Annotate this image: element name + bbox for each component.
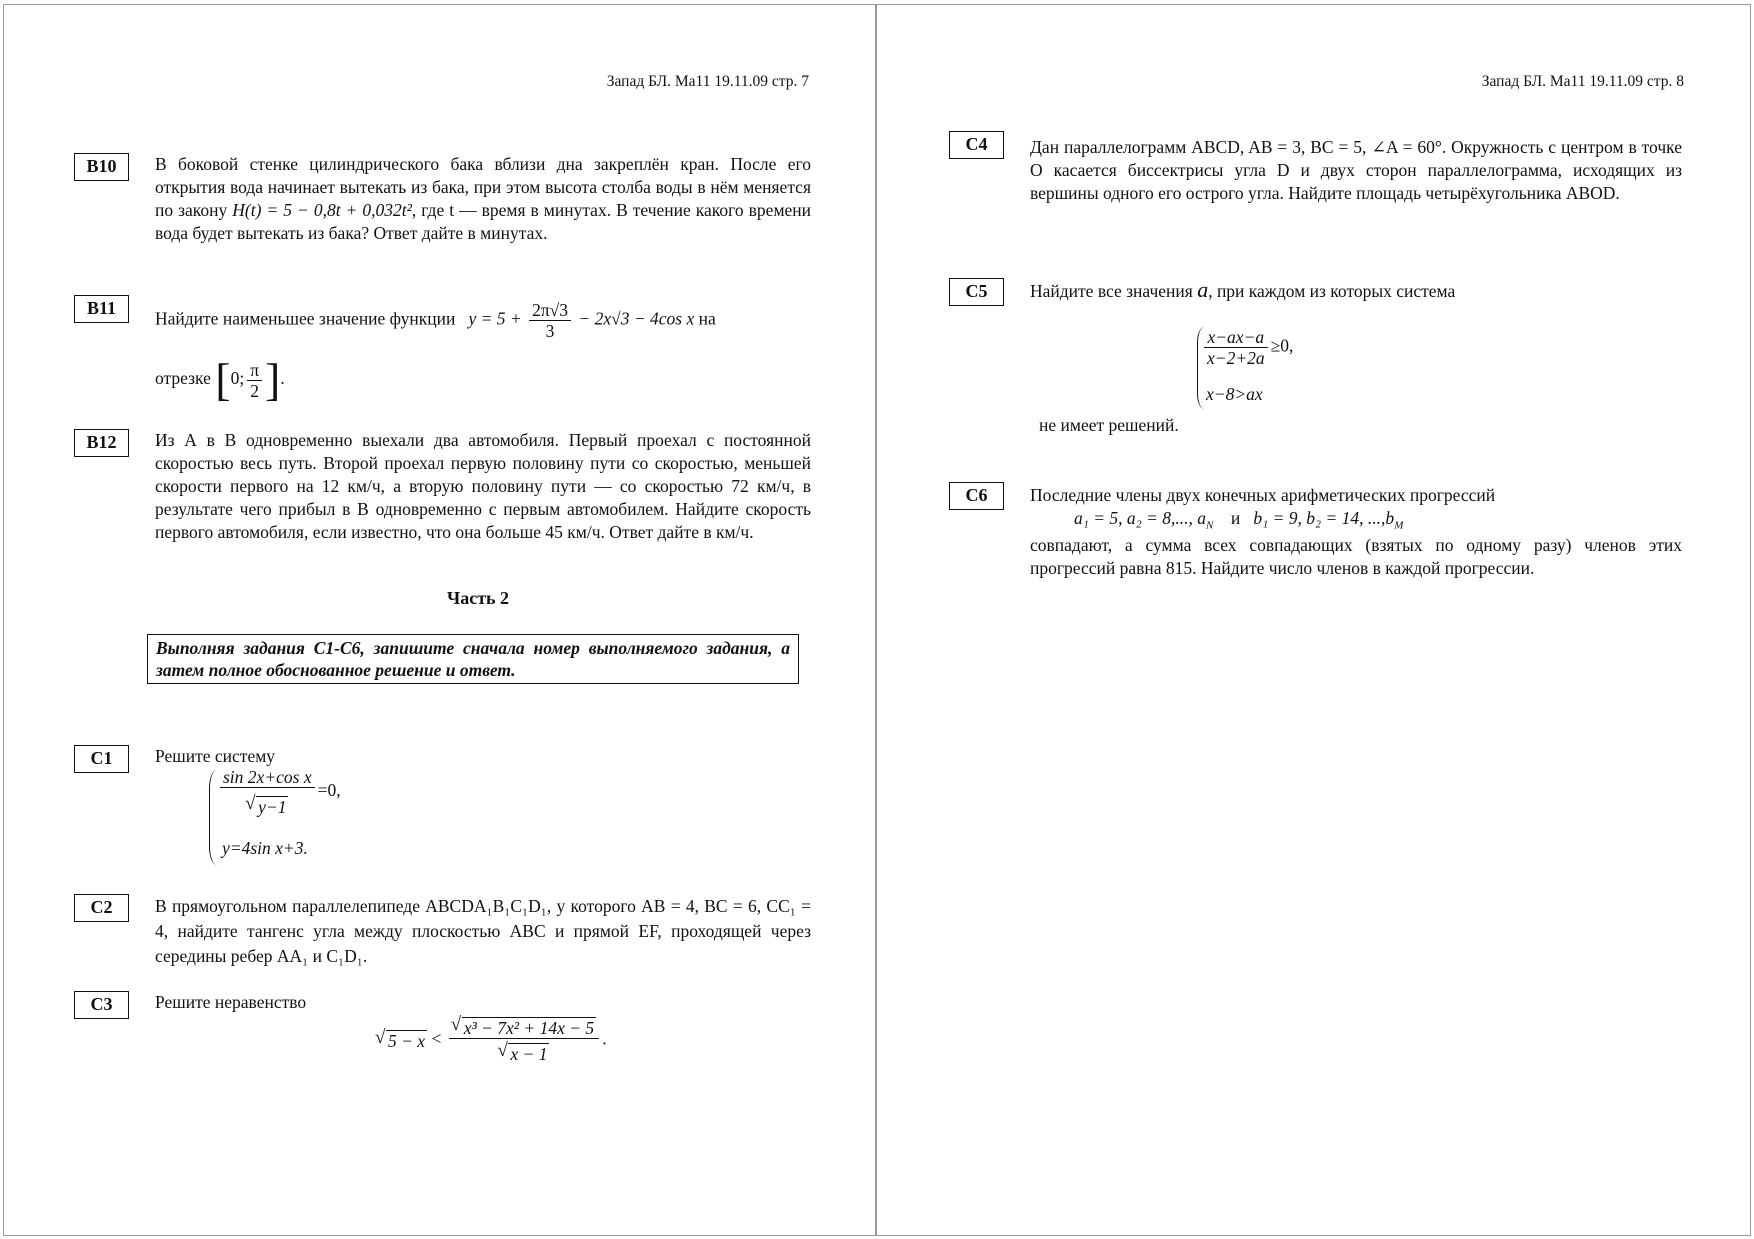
task-label-b10: B10 bbox=[74, 153, 129, 181]
c1-line2: y=4sin x+3. bbox=[222, 838, 308, 858]
b11-text1: Найдите наименьшее значение функции bbox=[155, 308, 456, 329]
task-label-b12: B12 bbox=[74, 429, 129, 457]
b11-fraction bbox=[529, 300, 571, 341]
task-label-c5: C5 bbox=[949, 278, 1004, 306]
b11-on: на bbox=[698, 308, 716, 329]
c5-text1: Найдите все значения bbox=[1030, 281, 1193, 301]
task-c6-text: совпадают, а сумма всех совпадающих (взятых по одному разу) членов этих прогрессий равна 815. Найдите число членов в каждой прогрессии. bbox=[1030, 535, 1682, 578]
c3-dot: . bbox=[602, 1028, 607, 1049]
task-b12-text: Из А в В одновременно выехали два автомобиля. Первый проехал с постоянной скоростью весь путь. Второй проехал первую половину пути со скоростью, меньшей скорости первого на 12 км/ч, а вторую половину пути — со скоростью 72 км/ч, в результате чего прибыл в В одновременно с первым автомобилем. Найдите скорость первого автомобиля, если известно, что она больше 45 км/ч. Ответ дайте в км/ч. bbox=[155, 430, 811, 542]
instruction-box: Выполняя задания С1-С6, запишите сначала номер выполняемого задания, а затем полное обоснованное решение и ответ. bbox=[147, 634, 799, 684]
task-label-c6: C6 bbox=[949, 482, 1004, 510]
b11-y: y = 5 + bbox=[468, 308, 522, 329]
task-label-b11: B11 bbox=[74, 295, 129, 323]
b11-pi-fraction bbox=[247, 360, 262, 401]
c3-text: Решите неравенство bbox=[155, 992, 307, 1012]
c5-a: a bbox=[1197, 277, 1209, 302]
task-b10-text bbox=[155, 153, 811, 245]
c1-num: sin 2x+cos x bbox=[223, 767, 312, 787]
task-b11-interval: отрезке [0; $\frac{\pi}{2}$ ]. bbox=[155, 354, 285, 405]
task-b11-text bbox=[155, 300, 815, 341]
page-header: Запад БЛ. Ма11 19.11.09 стр. 8 bbox=[1481, 73, 1684, 90]
c3-den: x − 1 bbox=[510, 1044, 548, 1064]
c5-brace bbox=[1197, 327, 1204, 409]
c6-seq1: a₁ = 5, a₂ = 8,..., a bbox=[1074, 508, 1207, 528]
b11-two: 2 bbox=[250, 380, 259, 401]
c3-num: x³ − 7x² + 14x − 5 bbox=[463, 1018, 595, 1038]
c5-system bbox=[1204, 327, 1354, 368]
c6-and: и bbox=[1230, 508, 1241, 528]
c1-eq: =0, bbox=[317, 780, 341, 801]
c5-text2: , при каждом из которых система bbox=[1208, 281, 1456, 301]
bracket-close: ] bbox=[265, 354, 281, 405]
b10-formula: H(t) = 5 − 0,8t + 0,032t² bbox=[232, 200, 412, 220]
c1-brace bbox=[209, 770, 217, 865]
b11-text2: отрезке bbox=[155, 368, 211, 389]
c5-num: x−ax−a bbox=[1204, 327, 1268, 348]
b11-pi: π bbox=[247, 360, 262, 381]
c6-line1: Последние члены двух конечных арифметических прогрессий bbox=[1030, 485, 1496, 505]
part-2-heading: Часть 2 bbox=[447, 588, 510, 608]
c3-inequality bbox=[376, 1017, 676, 1064]
page-7 bbox=[3, 4, 876, 1236]
c1-den: y−1 bbox=[258, 797, 287, 817]
b11-num: 2π√3 bbox=[529, 300, 571, 321]
c5-after: не имеет решений. bbox=[1039, 415, 1179, 435]
c5-text bbox=[1030, 278, 1682, 303]
task-label-c1: C1 bbox=[74, 745, 129, 773]
c1-fraction bbox=[220, 767, 315, 817]
task-label-c4: C4 bbox=[949, 131, 1004, 159]
task-label-c3: C3 bbox=[74, 991, 129, 1019]
task-c4-text: Дан параллелограмм ABCD, AB = 3, BC = 5, ∠A = 60°. Окружность с центром в точке O касается биссектрисы угла D и двух сторон параллелограмма, исходящих из вершины одного его острого угла. Найдите площадь четырёхугольника ABOD. bbox=[1030, 137, 1682, 203]
task-c2-text: В прямоугольном параллелепипеде ABCDA₁B₁C₁D₁, у которого AB = 4, BC = 6, CC₁ = 4, найдите тангенс угла между плоскостью ABC и прямой EF, проходящей через середины ребер AA₁ и C₁D₁. bbox=[155, 896, 811, 966]
b11-rest: − 2x√3 − 4cos x bbox=[578, 308, 695, 329]
page-header: Запад БЛ. Ма11 19.11.09 стр. 7 bbox=[606, 73, 809, 90]
b11-interval: 0; bbox=[230, 368, 245, 389]
c5-line2: x−8>ax bbox=[1206, 384, 1263, 404]
task-label-c2: C2 bbox=[74, 894, 129, 922]
bracket-open: [ bbox=[215, 354, 231, 405]
c5-geq: ≥0, bbox=[1270, 335, 1294, 356]
b11-den: 3 bbox=[545, 321, 555, 341]
c1-system bbox=[220, 767, 420, 817]
c6-sequences: a₁ = 5, a₂ = 8,..., $a_N$ и b₁ = 9, b₂ = 14, $...,b_M$ bbox=[1074, 508, 1404, 532]
b10-after: , где t — время в минутах. В течение какого времени вода будет вытекать из бака? Ответ дайте в минутах. bbox=[155, 200, 812, 243]
c6-seq2: b₁ = 9, b₂ = 14, ...,b bbox=[1253, 508, 1395, 528]
b10-line1: В боковой стенке цилиндрического бака вблизи дна закреплён кран. После его открытия вода начинает вытекать из бака, при этом высота столба воды в нём меняется по закону bbox=[155, 154, 811, 220]
c5-den: x−2+2a bbox=[1207, 348, 1265, 368]
c1-text: Решите систему bbox=[155, 746, 276, 766]
page-8 bbox=[876, 4, 1751, 1236]
c3-fraction bbox=[449, 1017, 599, 1064]
c5-fraction bbox=[1204, 327, 1268, 368]
c3-lhs: 5 − x bbox=[388, 1031, 426, 1051]
c3-lt: < bbox=[431, 1028, 442, 1049]
